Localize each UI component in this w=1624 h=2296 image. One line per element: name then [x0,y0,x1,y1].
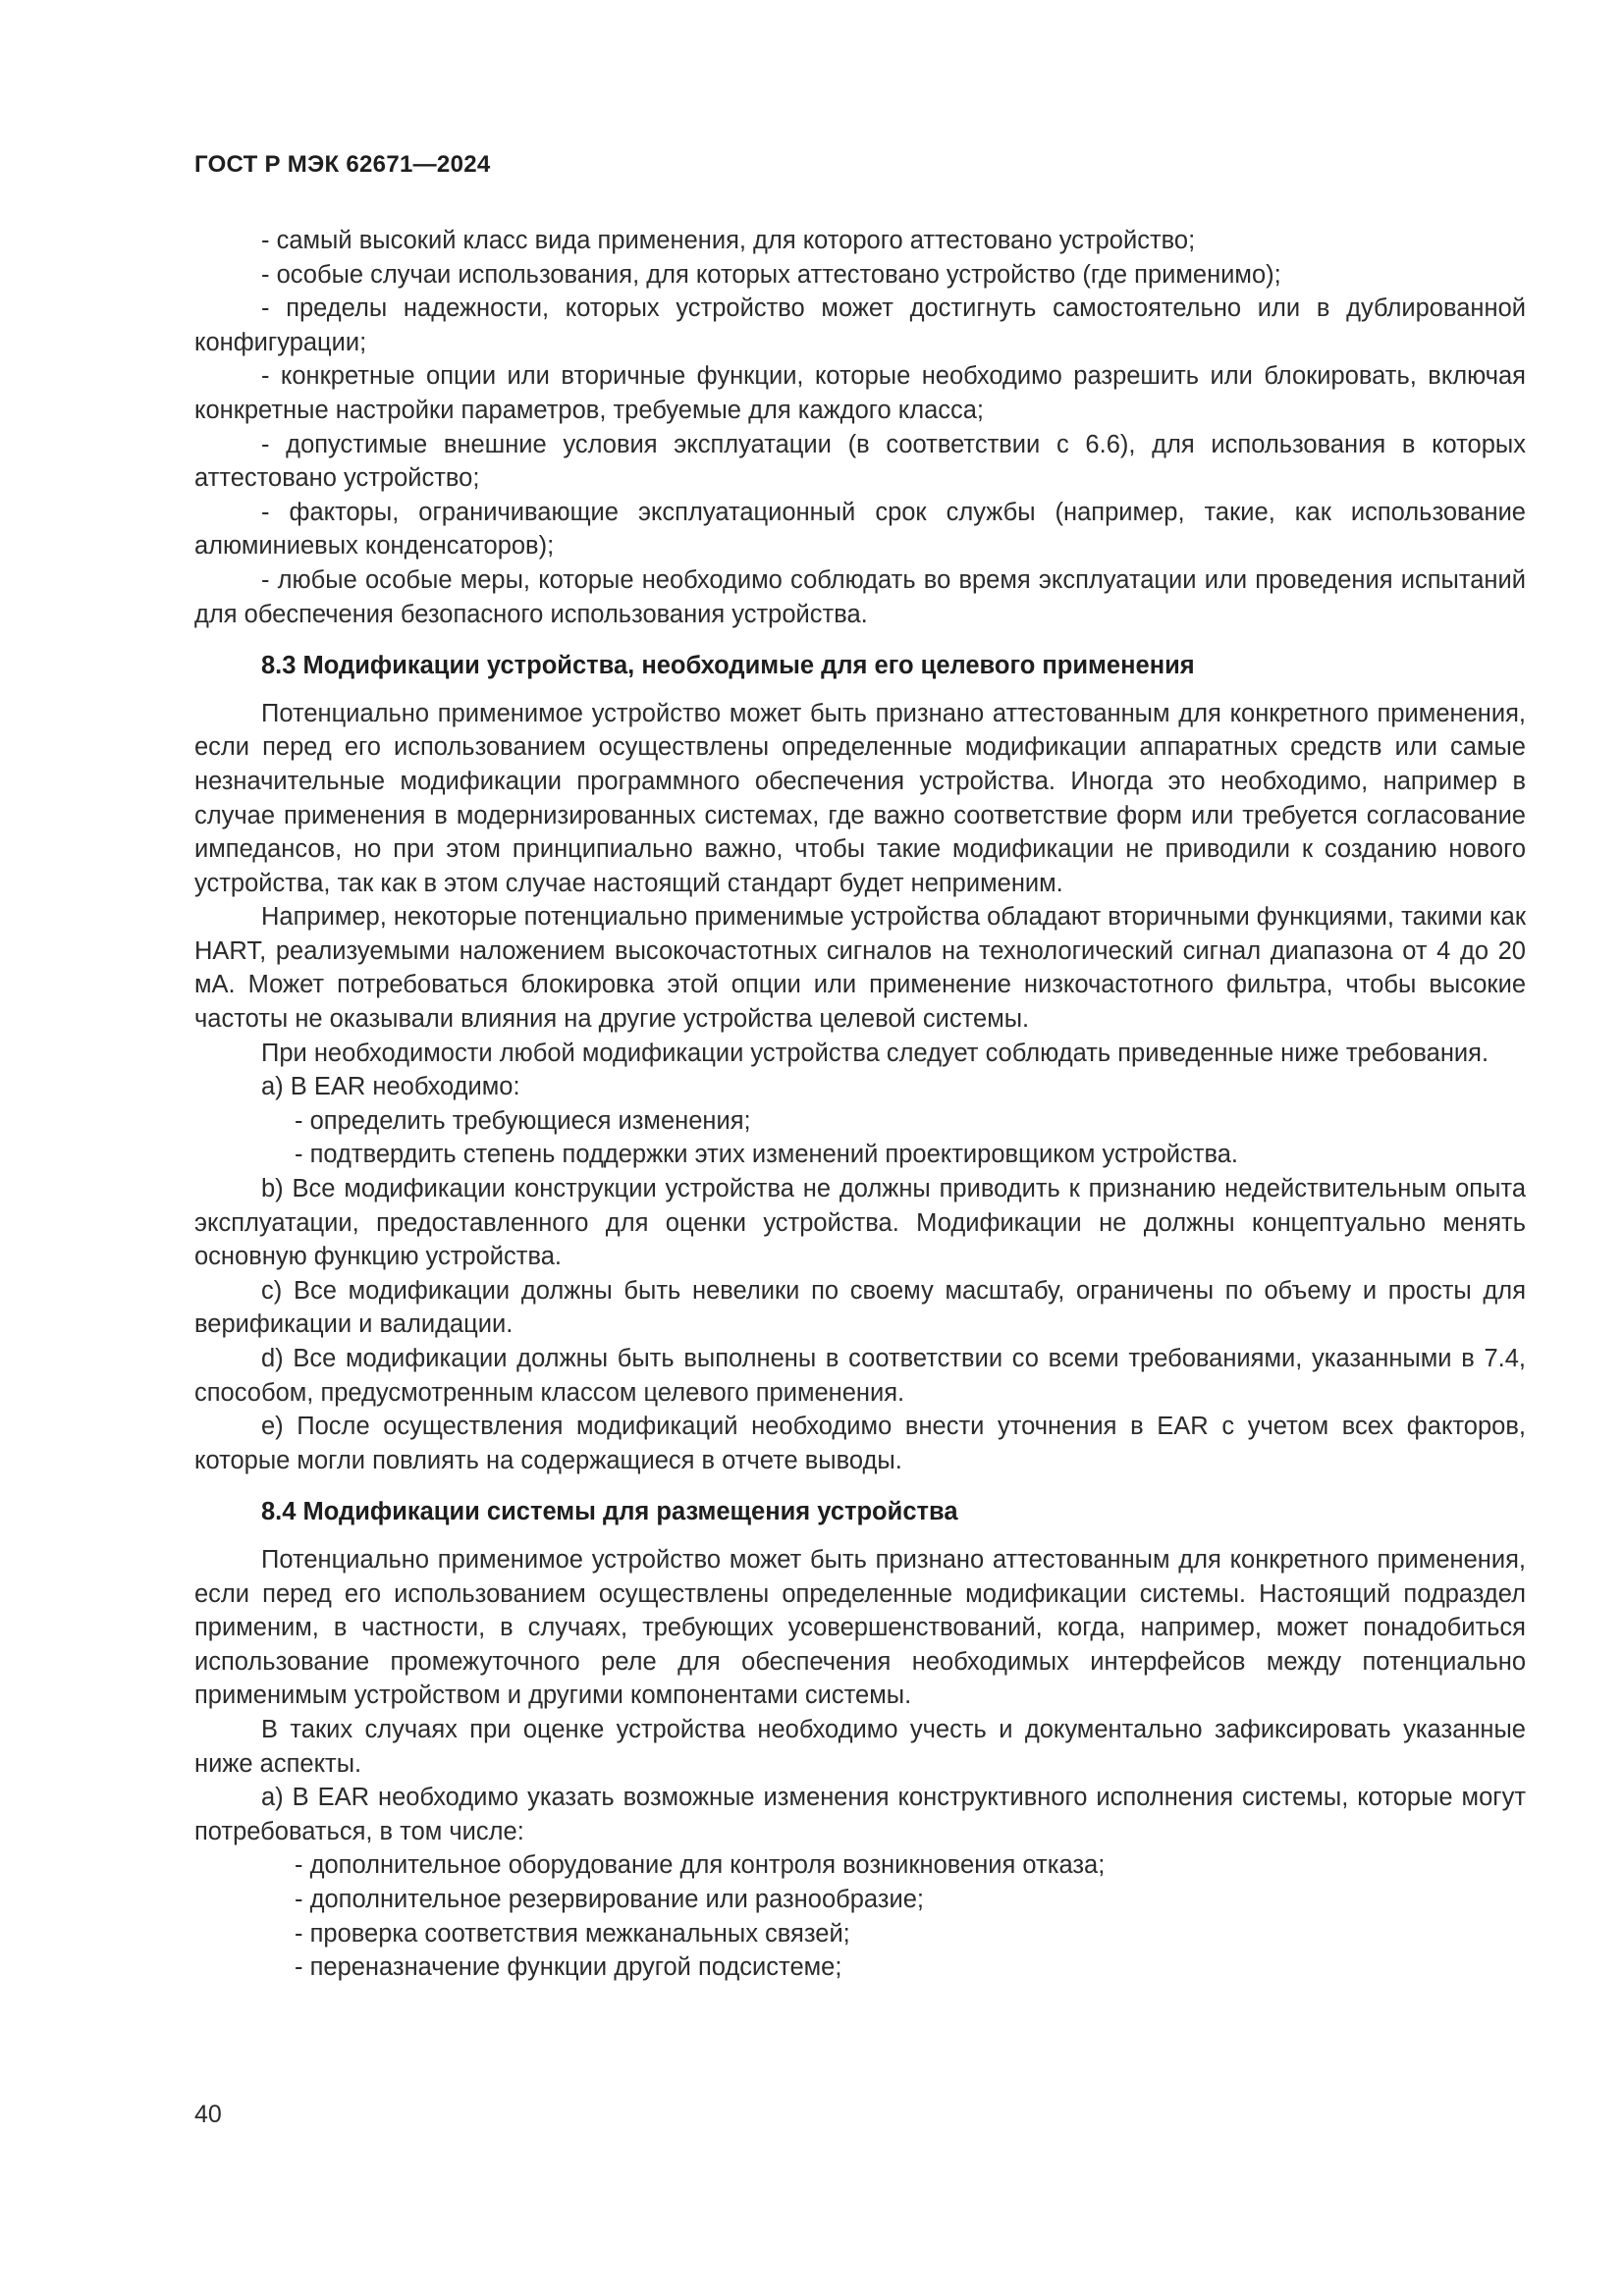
list-item-c: c) Все модификации должны быть невелики по своему масштабу, ограничены по объему и просты для верификации и валидации. [194,1276,1526,1339]
list-item-a: а) В EAR необходимо указать возможные изменения конструктивного исполнения системы, которые могут потребоваться, в том числе: [194,1784,1526,1845]
paragraph: Потенциально применимое устройство может быть признано аттестованным для конкретного применения, если перед его использованием осуществлены определенные модификации аппаратных средств или самые незначительные модификации программного обеспечения устройства. Иногда это необходимо, например в случае применения в модернизированных системах, где важно соответствие форм или требуется согласование импедансов, но при этом принципиально важно, чтобы такие модификации не приводили к созданию нового устройства, так как в этом случае настоящий стандарт будет неприменим. [194,699,1526,897]
sub-list-item: - проверка соответствия межканальных связей; [295,1919,850,1948]
sub-list-item: - переназначение функции другой подсистеме; [295,1953,842,1982]
paragraph: В таких случаях при оценке устройства необходимо учесть и документально зафиксировать указанные ниже аспекты. [194,1715,1526,1778]
section-heading-8-3: 8.3 Модификации устройства, необходимые для его целевого применения [261,652,1195,680]
paragraph: Потенциально применимое устройство может быть признано аттестованным для конкретного применения, если перед его использованием осуществлены определенные модификации системы. Настоящий подраздел применим, в частности, в случаях, требующих усовершенствований, когда, например, может понадобиться использование промежуточного реле для обеспечения необходимых интерфейсов между потенциально применимым устройством и другими компонентами системы. [194,1545,1526,1710]
sub-list-item: - дополнительное резервирование или разнообразие; [295,1885,925,1913]
paragraph: Например, некоторые потенциально применимые устройства обладают вторичными функциями, такими как HART, реализуемыми наложением высокочастотных сигналов на технологический сигнал диапазона от 4 до 20 мА. Может потребоваться блокировка этой опции или применение низкочастотного фильтра, чтобы высокие частоты не оказывали влияния на другие устройства целевой системы. [194,903,1526,1034]
sub-list-item: - дополнительное оборудование для контроля возникновения отказа; [295,1851,1106,1880]
list-item: - факторы, ограничивающие эксплуатационный срок службы (например, такие, как использование алюминиевых конденсаторов); [194,498,1526,561]
sub-list-item: - определить требующиеся изменения; [295,1106,751,1135]
list-item: - особые случаи использования, для которых аттестовано устройство (где применимо); [261,260,1281,289]
list-item-d: d) Все модификации должны быть выполнены в соответствии со всеми требованиями, указанными в 7.4, способом, предусмотренным классом целевого применения. [194,1345,1526,1407]
sub-list-item: - подтвердить степень поддержки этих изменений проектировщиком устройства. [295,1141,1238,1169]
list-item-e: e) После осуществления модификаций необходимо внести уточнения в EAR с учетом всех факторов, которые могли повлиять на содержащиеся в отчете выводы. [194,1413,1526,1474]
page-number: 40 [194,2101,222,2128]
section-heading-8-4: 8.4 Модификации системы для размещения устройства [261,1498,958,1526]
list-item: - любые особые меры, которые необходимо соблюдать во время эксплуатации или проведения испытаний для обеспечения безопасного использования устройства. [194,565,1526,628]
list-item-a: а) В EAR необходимо: [261,1073,520,1101]
list-item-b: b) Все модификации конструкции устройства не должны приводить к признанию недействительным опыта эксплуатации, предоставленного для оценки устройства. Модификации не должны концептуально менять основную функцию устройства. [194,1175,1526,1271]
page-content [194,224,1526,1985]
list-item: - конкретные опции или вторичные функции, которые необходимо разрешить или блокировать, включая конкретные настройки параметров, требуемые для каждого класса; [194,362,1526,424]
list-item: - допустимые внешние условия эксплуатации (в соответствии с 6.6), для использования в которых аттестовано устройство; [194,430,1526,493]
list-item: - самый высокий класс вида применения, для которого аттестовано устройство; [261,227,1196,254]
document-header: ГОСТ Р МЭК 62671—2024 [194,151,491,178]
list-item: - пределы надежности, которых устройство может достигнуть самостоятельно или в дублированной конфигурации; [194,294,1526,356]
paragraph: При необходимости любой модификации устройства следует соблюдать приведенные ниже требования. [261,1039,1489,1067]
